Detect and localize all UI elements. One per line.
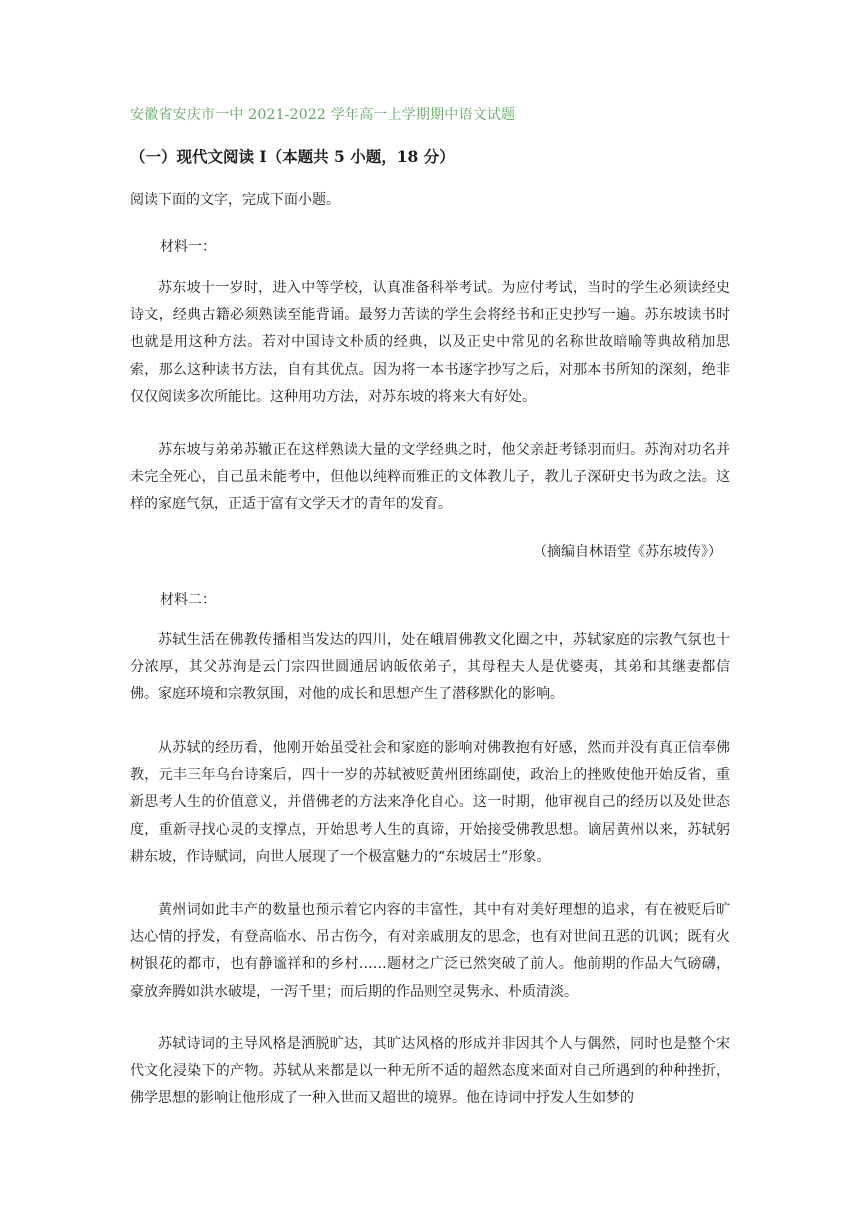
material-one-paragraph-2: 苏东坡与弟弟苏辙正在这样熟读大量的文学经典之时，他父亲赶考铩羽而归。苏洵对功名并未完全死心，自己虽未能考中，但他以纯粹而雅正的文体教儿子，教儿子深研史书为政之法。这样的家庭气氛，正适于富有文学天才的青年的发育。 [130, 442, 730, 513]
material-one-label: 材料一： [160, 239, 216, 255]
section-heading: （一）现代文阅读 I（本题共 5 小题，18 分） [130, 147, 455, 166]
material-two-label: 材料二： [160, 592, 216, 608]
material-two-paragraph-2: 从苏轼的经历看，他刚开始虽受社会和家庭的影响对佛教抱有好感，然而并没有真正信奉佛教，元丰三年乌台诗案后，四十一岁的苏轼被贬黄州团练副使，政治上的挫败使他开始反省，重新思考人生的价值意义，并借佛老的方法来净化自心。这一时期，他审视自己的经历以及处世态度，重新寻找心灵的支撑点，开始思考人生的真谛，开始接受佛教思想。谪居黄州以来，苏轼躬耕东坡，作诗赋词，向世人展现了一个极富魅力的“东坡居士”形象。 [130, 740, 730, 865]
material-two-paragraph-4: 苏轼诗词的主导风格是洒脱旷达，其旷达风格的形成并非因其个人与偶然，同时也是整个宋代文化浸染下的产物。苏轼从来都是以一种无所不适的超然态度来面对自己所遇到的种种挫折，佛学思想的影响让他形成了一种入世而又超世的境界。他在诗词中抒发人生如梦的 [130, 1036, 730, 1107]
material-one-paragraph-1: 苏东坡十一岁时，进入中等学校，认真准备科举考试。为应付考试，当时的学生必须读经史诗文，经典古籍必须熟读至能背诵。最努力苦读的学生会将经书和正史抄写一遍。苏东坡读书时也就是用这种方法。若对中国诗文朴质的经典，以及正史中常见的名称世故暗喻等典故稍加思索，那么这种读书方法，自有其优点。因为将一本书逐字抄写之后，对那本书所知的深刻，绝非仅仅阅读多次所能比。这种用功方法，对苏东坡的将来大有好处。 [130, 280, 730, 405]
material-one-source: （摘编自林语堂《苏东坡传》） [533, 544, 722, 560]
reading-instruction: 阅读下面的文字，完成下面小题。 [130, 192, 340, 208]
material-two-paragraph-1: 苏轼生活在佛教传播相当发达的四川，处在峨眉佛教文化圈之中，苏轼家庭的宗教气氛也十分浓厚，其父苏洵是云门宗四世圆通居讷皈依弟子，其母程夫人是优婆夷，其弟和其继妻都信佛。家庭环境和宗教氛围，对他的成长和思想产生了潜移默化的影响。 [130, 632, 730, 703]
material-two-paragraph-3: 黄州词如此丰产的数量也预示着它内容的丰富性，其中有对美好理想的追求，有在被贬后旷达心情的抒发，有登高临水、吊古伤今，有对亲戚朋友的思念，也有对世间丑恶的讥讽；既有火树银花的都市，也有静谧祥和的乡村……题材之广泛已然突破了前人。他前期的作品大气磅礴，豪放奔腾如洪水破堤，一泻千里；而后期的作品则空灵隽永、朴质清淡。 [130, 902, 730, 1000]
document-title: 安徽省安庆市一中 2021-2022 学年高一上学期期中语文试题 [130, 107, 516, 123]
